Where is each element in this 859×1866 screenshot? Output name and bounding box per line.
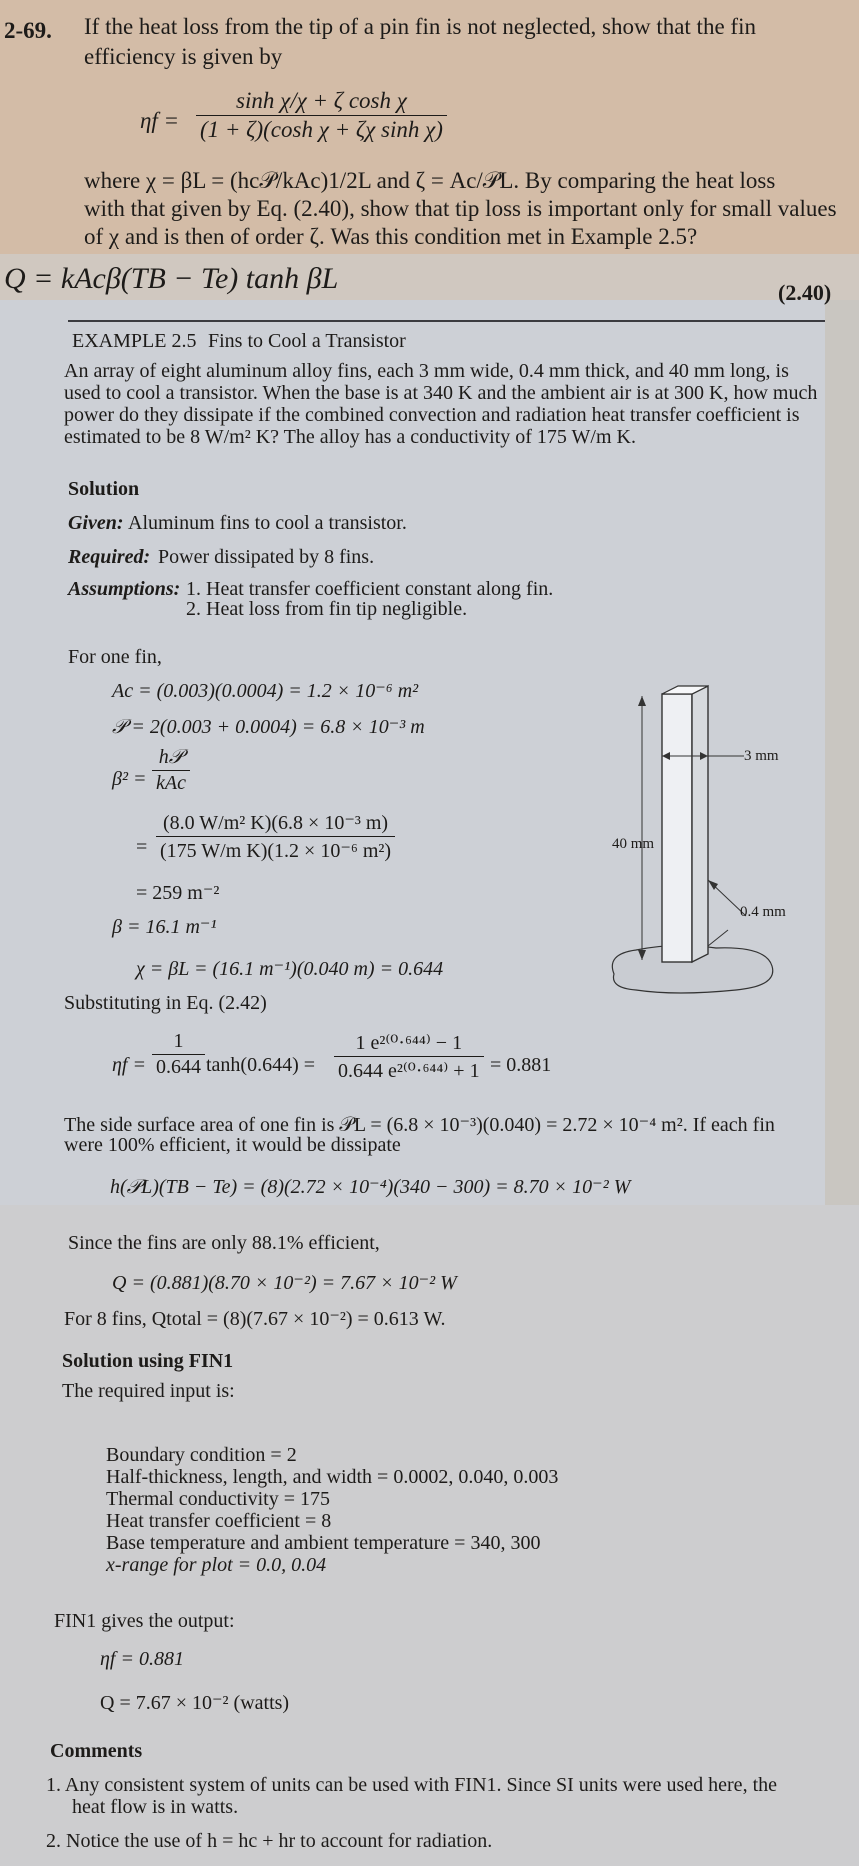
substituting-text: Substituting in Eq. (2.42)	[64, 992, 267, 1014]
eq-eta-fraction-2	[334, 1030, 484, 1083]
eq-beta2-values-fraction	[156, 810, 395, 863]
input-boundary: Boundary condition = 2	[106, 1444, 297, 1466]
example-para-3: power do they dissipate if the combined convection and radiation heat transfer coefficient is	[64, 404, 800, 426]
comments-heading: Comments	[50, 1740, 143, 1762]
input-dimensions: Half-thickness, length, and width = 0.0002, 0.040, 0.003	[106, 1466, 559, 1488]
comment-2: 2. Notice the use of h = hc + hr to account for radiation.	[46, 1830, 493, 1852]
comment-1a: 1. Any consistent system of units can be used with FIN1. Since SI units were used here, the	[46, 1774, 777, 1796]
solution-heading: Solution	[68, 478, 140, 500]
required-text: Power dissipated by 8 fins.	[158, 546, 375, 568]
example-title: Fins to Cool a Transistor	[208, 330, 406, 352]
given-text: Aluminum fins to cool a transistor.	[128, 512, 407, 534]
eq-beta2-lhs: β² =	[112, 768, 147, 790]
eq-h-dissipated: h(𝒫L)(TB − Te) = (8)(2.72 × 10⁻⁴)(340 − 300) = 8.70 × 10⁻² W	[110, 1176, 631, 1198]
problem-line-1: If the heat loss from the tip of a pin fin is not neglected, show that the fin	[84, 14, 756, 39]
example-para-4: estimated to be 8 W/m² K? The alloy has a conductivity of 175 W/m K.	[64, 426, 636, 448]
eq-ac: Ac = (0.003)(0.0004) = 1.2 × 10⁻⁶ m²	[112, 680, 419, 702]
equation-2-40: Q = kAcβ(TB − Te) tanh βL	[4, 262, 339, 295]
eq-eta-mid: tanh(0.644) =	[206, 1054, 316, 1076]
fraction-bar	[152, 770, 190, 771]
fin1-heading: Solution using FIN1	[62, 1350, 234, 1372]
since-efficient: Since the fins are only 88.1% efficient,	[68, 1232, 380, 1254]
example-label: EXAMPLE 2.5	[72, 330, 197, 352]
eta-label: ηf =	[140, 108, 180, 133]
equation-number-2-40: (2.40)	[778, 280, 832, 305]
eq-259: = 259 m⁻²	[136, 882, 220, 904]
fig-label-3mm: 3 mm	[744, 748, 779, 764]
eq-equals-sign: =	[136, 836, 148, 858]
eq-beta2-values-numerator: (8.0 W/m² K)(6.8 × 10⁻³ m)	[162, 812, 389, 834]
required-label: Required:	[68, 546, 151, 568]
eta-fraction	[196, 88, 447, 143]
fraction-bar	[196, 115, 447, 116]
fraction-bar	[152, 1054, 205, 1055]
assumption-1: 1. Heat transfer coefficient constant along fin.	[186, 578, 554, 600]
output-eta: ηf = 0.881	[100, 1648, 184, 1670]
output-q: Q = 7.67 × 10⁻² (watts)	[100, 1692, 290, 1714]
eq-beta2-fraction	[152, 746, 190, 795]
input-htc: Heat transfer coefficient = 8	[106, 1510, 332, 1532]
problem-line-3: where χ = βL = (hc𝒫/kAc)1/2L and ζ = Ac/𝒫L. By comparing the heat loss	[84, 168, 776, 193]
input-temperatures: Base temperature and ambient temperature = 340, 300	[106, 1532, 541, 1554]
assumption-2: 2. Heat loss from fin tip negligible.	[186, 598, 468, 620]
eq-eta-fraction-1	[152, 1030, 205, 1079]
fig-label-40mm: 40 mm	[612, 836, 655, 852]
problem-line-4: with that given by Eq. (2.40), show that tip loss is important only for small values	[84, 196, 837, 221]
given-label: Given:	[68, 512, 124, 534]
eq-eta-f1-numerator: 1	[173, 1030, 184, 1052]
eq-q: Q = (0.881)(8.70 × 10⁻²) = 7.67 × 10⁻² W	[112, 1272, 457, 1294]
eq-eta-f2-numerator: 1 e²⁽⁰·⁶⁴⁴⁾ − 1	[355, 1032, 463, 1054]
eq-beta: β = 16.1 m⁻¹	[112, 916, 217, 938]
fin1-output-label: FIN1 gives the output:	[54, 1610, 235, 1632]
eta-numerator: sinh χ/χ + ζ cosh χ	[236, 88, 407, 113]
fraction-bar	[334, 1056, 484, 1057]
example-para-1: An array of eight aluminum alloy fins, each 3 mm wide, 0.4 mm thick, and 40 mm long, is	[64, 360, 789, 382]
eq-eta-f2-denominator: 0.644 e²⁽⁰·⁶⁴⁴⁾ + 1	[338, 1060, 480, 1082]
side-area-line-2: were 100% efficient, it would be dissipate	[64, 1134, 401, 1156]
problem-line-5: of χ and is then of order ζ. Was this condition met in Example 2.5?	[84, 224, 698, 249]
fraction-bar	[156, 836, 395, 837]
example-para-2: used to cool a transistor. When the base is at 340 K and the ambient air is at 300 K, how much	[64, 382, 818, 404]
eq-eta-f1-denominator: 0.644	[156, 1056, 201, 1078]
eq-qtotal: For 8 fins, Qtotal = (8)(7.67 × 10⁻²) = 0.613 W.	[64, 1308, 446, 1330]
fig-label-0-4mm: 0.4 mm	[740, 904, 786, 920]
problem-number: 2-69.	[4, 18, 52, 43]
assumptions-label: Assumptions:	[68, 578, 181, 600]
eq-beta2-values-denominator: (175 W/m K)(1.2 × 10⁻⁶ m²)	[160, 840, 392, 862]
side-area-line-1: The side surface area of one fin is 𝒫L = (6.8 × 10⁻³)(0.040) = 2.72 × 10⁻⁴ m². If each fin	[64, 1114, 775, 1136]
eta-denominator: (1 + ζ)(cosh χ + ζχ sinh χ)	[200, 117, 443, 142]
comment-1b: heat flow is in watts.	[72, 1796, 239, 1818]
eq-eta-lhs: ηf =	[112, 1054, 146, 1076]
eq-eta-result: = 0.881	[490, 1054, 552, 1076]
required-input: The required input is:	[62, 1380, 235, 1402]
problem-line-2: efficiency is given by	[84, 44, 283, 69]
eq-beta2-denominator: kAc	[156, 772, 186, 794]
example-top-rule	[68, 320, 825, 322]
input-conductivity: Thermal conductivity = 175	[106, 1488, 331, 1510]
eq-chi: χ = βL = (16.1 m⁻¹)(0.040 m) = 0.644	[136, 958, 444, 980]
eq-perimeter: 𝒫 = 2(0.003 + 0.0004) = 6.8 × 10⁻³ m	[112, 716, 425, 738]
for-one-fin: For one fin,	[68, 646, 162, 668]
input-xrange: x-range for plot = 0.0, 0.04	[106, 1554, 327, 1576]
eq-beta2-numerator: h𝒫	[158, 746, 184, 768]
